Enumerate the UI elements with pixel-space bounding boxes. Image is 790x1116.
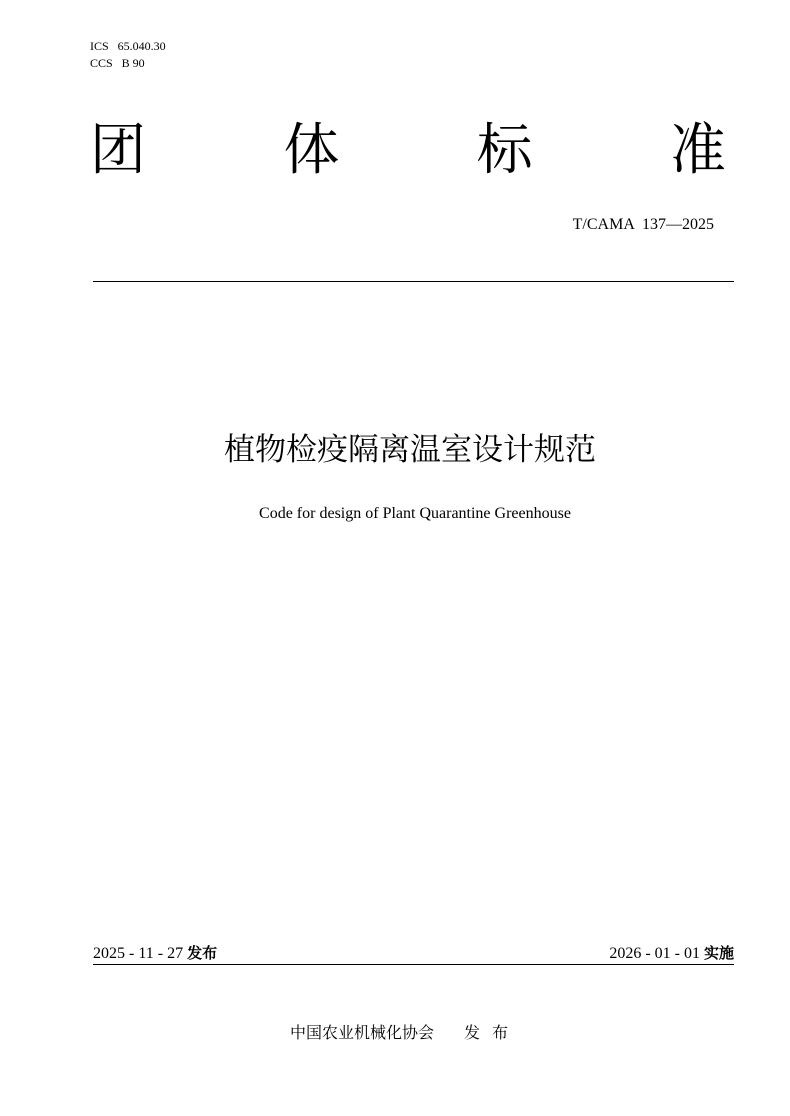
heading-char: 准 <box>669 118 726 183</box>
document-type-heading <box>90 118 726 184</box>
heading-char: 团 <box>90 118 146 183</box>
issue-date: 2025 - 11 - 27 <box>93 945 184 962</box>
standard-number: T/CAMA 137—2025 <box>572 216 714 233</box>
ccs-code: CCS B 90 <box>90 56 145 70</box>
bottom-divider <box>93 964 734 965</box>
heading-char: 体 <box>283 118 340 183</box>
publisher-org: 中国农业机械化协会 <box>289 1023 434 1042</box>
heading-char: 标 <box>476 118 533 183</box>
top-divider <box>93 281 734 282</box>
ics-code: ICS 65.040.30 <box>90 39 166 53</box>
implementation-label: 实施 <box>703 944 734 962</box>
publisher-line <box>0 1020 790 1043</box>
title-english: Code for design of Plant Quarantine Greenhouse <box>259 505 571 522</box>
implementation-date: 2026 - 01 - 01 <box>609 945 700 962</box>
title-chinese: 植物检疫隔离温室设计规范 <box>224 432 596 468</box>
classification-codes <box>90 38 166 72</box>
implementation-date-line <box>609 942 734 963</box>
issue-date-line <box>93 942 217 963</box>
issue-label: 发布 <box>187 944 218 962</box>
publisher-action: 发布 <box>464 1023 521 1042</box>
